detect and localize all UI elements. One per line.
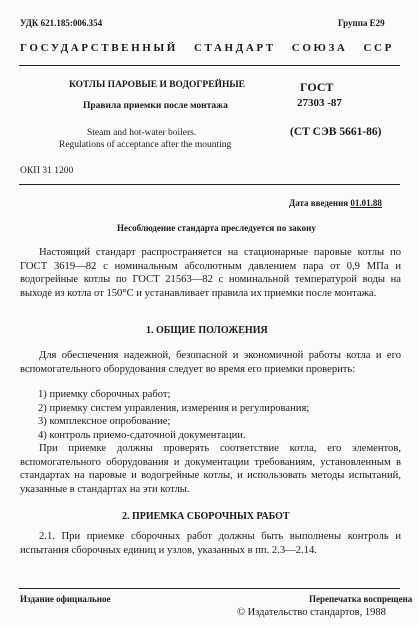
section-1-para-2: При приемке должны проверять соответствие котла, его элементов, вспомогательного оборудования и документации требованиям, установленным в стандартах на паровые и водогрейные котлы, и использовать методы испытаний, указанные в стандартах на эти котлы. — [20, 443, 401, 495]
gost-label: ГОСТ — [300, 80, 334, 94]
list-item: 2) приемку систем управления, измерения и регулирования; — [38, 402, 310, 414]
official-edition: Издание официальное — [20, 594, 111, 604]
bottom-divider — [19, 588, 400, 589]
st-sev-number: (СТ СЭВ 5661-86) — [290, 126, 382, 138]
standard-subtitle-ru: Правила приемки после монтажа — [83, 101, 228, 111]
top-divider — [19, 65, 400, 66]
checklist — [38, 388, 398, 442]
reprint-notice: Перепечатка воспрещена — [309, 594, 413, 604]
legal-notice: Несоблюдение стандарта преследуется по закону — [117, 223, 316, 233]
banner-title: ГОСУДАРСТВЕННЫЙ СТАНДАРТ СОЮЗА ССР — [20, 42, 394, 54]
intro-paragraph: Настоящий стандарт распространяется на стационарные паровые котлы по ГОСТ 3619—82 с номинальным абсолютным давлением пара от 0,9 МПа и водогрейные котлы по ГОСТ 21563—82 с номинальной температурой воды на выходе из котла от 150°С и устанавливает правила их приемки после монтажа. — [20, 247, 401, 299]
intro-date-value: 01.01.88 — [350, 198, 382, 208]
section-2-heading: 2. ПРИЕМКА СБОРОЧНЫХ РАБОТ — [122, 511, 290, 522]
udk-code: УДК 621.185:006.354 — [20, 18, 103, 28]
section-1-heading: 1. ОБЩИЕ ПОЛОЖЕНИЯ — [146, 325, 268, 336]
section-1-para-1: Для обеспечения надежной, безопасной и экономичной работы котла и его вспомогательного оборудования следует во время его приемки проверить: — [20, 350, 401, 375]
group-code: Группа Е29 — [338, 18, 385, 28]
standard-title-en-1: Steam and hot-water boilers. — [87, 128, 197, 138]
section-2-para-1: 2.1. При приемке сборочных работ должны быть выполнены контроль и испытания сборочных единиц и узлов, указанных в пп. 2.3—2.14. — [20, 531, 401, 556]
mid-divider — [19, 184, 400, 185]
intro-date-label: Дата введения — [289, 198, 349, 208]
intro-date — [289, 198, 382, 208]
gost-number: 27303 -87 — [297, 97, 342, 109]
copyright: © Издательство стандартов, 1988 — [237, 607, 386, 618]
list-item: 4) контроль приемо-сдаточной документации. — [38, 429, 246, 441]
okp-code: ОКП 31 1200 — [20, 166, 74, 176]
list-item: 3) комплексное опробование; — [38, 416, 171, 428]
standard-title-en-2: Regulations of acceptance after the mounting — [59, 140, 232, 150]
standard-title-ru: КОТЛЫ ПАРОВЫЕ И ВОДОГРЕЙНЫЕ — [69, 80, 246, 90]
list-item: 1) приемку сборочных работ; — [38, 389, 171, 400]
